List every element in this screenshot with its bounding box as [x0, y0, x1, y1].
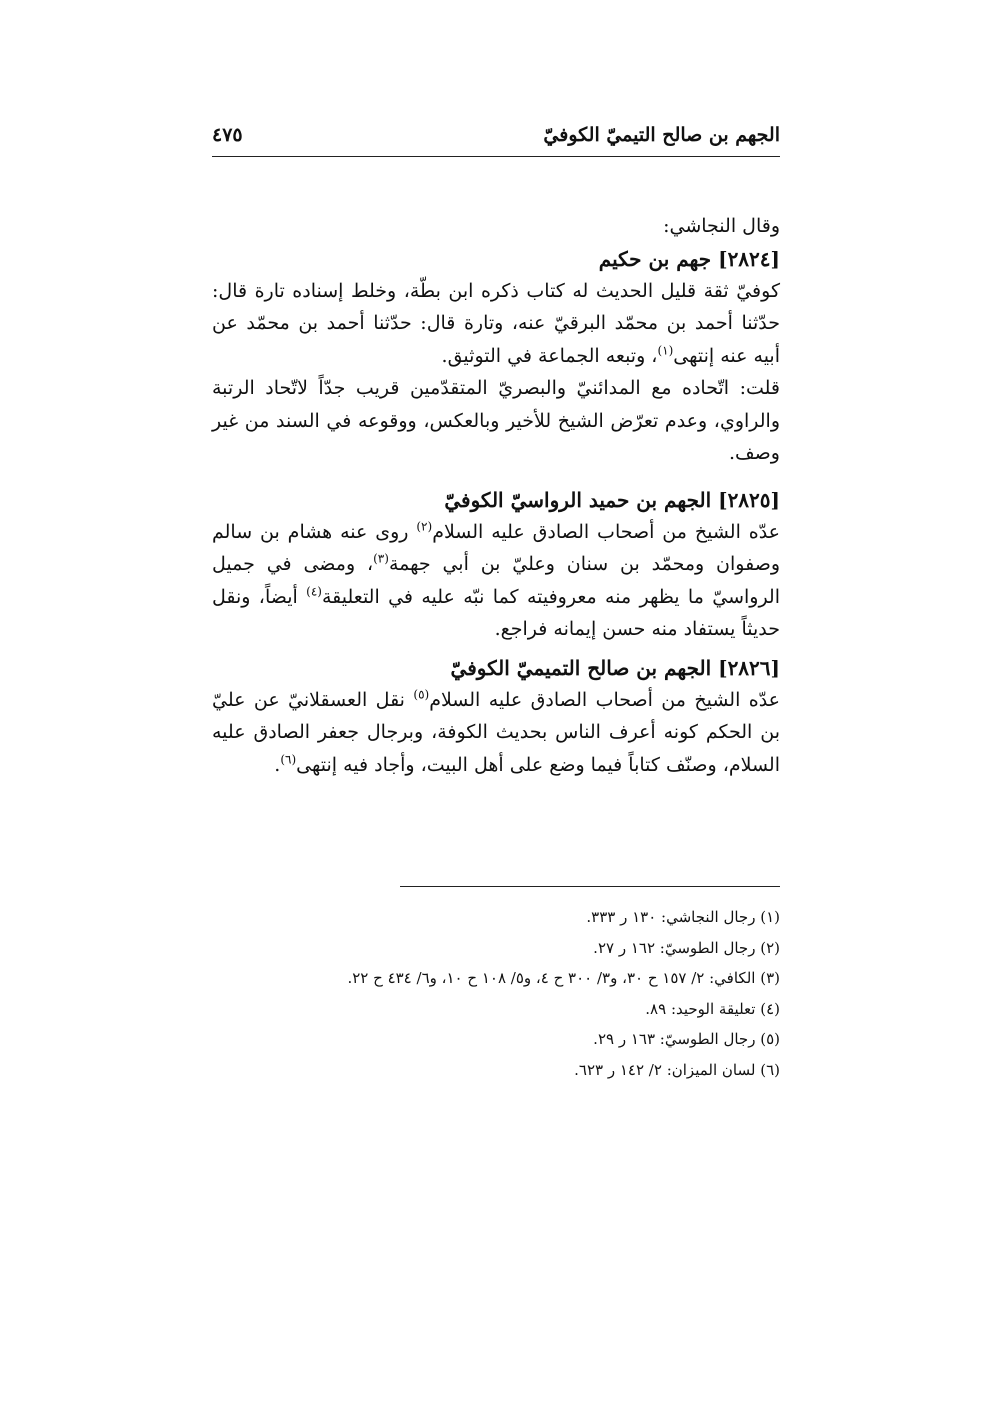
intro-najashi: وقال النجاشي:: [663, 215, 780, 237]
entry-2824-paragraph-1: [212, 275, 780, 373]
footnote-4: (٤) تعليقة الوحيد: ٨٩.: [645, 999, 780, 1018]
footnote-3: (٣) الكافي: ٢/ ١٥٧ ح ٣٠، و٣/ ٣٠٠ ح ٤، و٥/ ١٠٨ ح ١٠، و٦/ ٤٣٤ ح ٢٢.: [347, 969, 780, 987]
footnote-6: (٦) لسان الميزان: ٢/ ١٤٢ ر ٦٢٣.: [574, 1060, 780, 1079]
running-title: الجهم بن صالح التيميّ الكوفيّ: [543, 124, 780, 146]
footnote-ref-4: (٤): [306, 584, 322, 599]
entry-2825-paragraph: [212, 516, 780, 646]
page-header: [212, 118, 780, 157]
entry-2825-text-c: ، ومضى في جميل الرواسيّ ما يظهر منه معروفيته كما نبّه عليه في التعليقة: [212, 553, 780, 608]
footnote-divider: [400, 886, 780, 887]
page: [212, 118, 781, 1079]
entry-2825-text-b: روى عنه هشام بن سالم وصفوان ومحمّد بن سنان وعليّ بن أبي جهمة: [212, 520, 781, 575]
entry-heading-2825: [٢٨٢٥] الجهم بن حميد الرواسيّ الكوفيّ: [444, 487, 780, 512]
entry-heading-2824: [٢٨٢٤] جهم بن حكيم: [598, 246, 780, 271]
entry-2826-text-c: .: [274, 753, 281, 776]
footnote-2: (٢) رجال الطوسيّ: ١٦٢ ر ٢٧.: [593, 938, 780, 957]
footnote-1: (١) رجال النجاشي: ١٣٠ ر ٣٣٣.: [586, 908, 780, 926]
entry-2824-text-1b: ، وتبعه الجماعة في التوثيق.: [441, 344, 658, 367]
entry-2825-text-d: أيضاً، ونقل حديثاً يستفاد منه حسن إيمانه فراجع.: [212, 585, 780, 640]
entry-2826-text-a: عدّه الشيخ من أصحاب الصادق عليه السلام: [429, 688, 781, 711]
footnote-ref-1: (١): [657, 343, 674, 358]
entry-2826-text-b: نقل العسقلانيّ عن عليّ بن الحكم كونه أعرف الناس بحديث الكوفة، وبرجال جعفر الصادق عليه السلام، وصنّف كتاباً فيما وضع على أهل البيت، وأجاد فيه إنتهى: [212, 688, 780, 776]
footnote-ref-5: (٥): [413, 687, 430, 702]
page-number: ٤٧٥: [212, 124, 243, 146]
body-text: [212, 210, 780, 781]
entry-2824-text-1a: كوفيّ ثقة قليل الحديث له كتاب ذكره ابن بطّة، وخلط إسناده تارة قال: حدّثنا أحمد بن محمّد البرقيّ عنه، وتارة قال: حدّثنا أحمد بن محمّد عن أبيه عنه إنتهى: [212, 279, 780, 367]
footnote-5: (٥) رجال الطوسيّ: ١٦٣ ر ٢٩.: [593, 1030, 780, 1048]
entry-2825-text-a: عدّه الشيخ من أصحاب الصادق عليه السلام: [432, 520, 781, 543]
entry-2824-paragraph-2: قلت: اتّحاده مع المدائنيّ والبصريّ المتقدّمين قريب جدّاً لاتّحاد الرتبة والراوي، وعدم تعرّض الشيخ للأخير وبالعكس، ووقوعه في السند من غير وصف.: [212, 377, 780, 464]
entry-2826-paragraph: [212, 684, 780, 782]
entry-heading-2826: [٢٨٢٦] الجهم بن صالح التميميّ الكوفيّ: [450, 655, 780, 680]
footnotes: [212, 902, 780, 1085]
footnote-ref-2: (٢): [416, 519, 433, 534]
footnote-ref-6: (٦): [280, 752, 297, 767]
footnote-ref-3: (٣): [373, 551, 389, 566]
